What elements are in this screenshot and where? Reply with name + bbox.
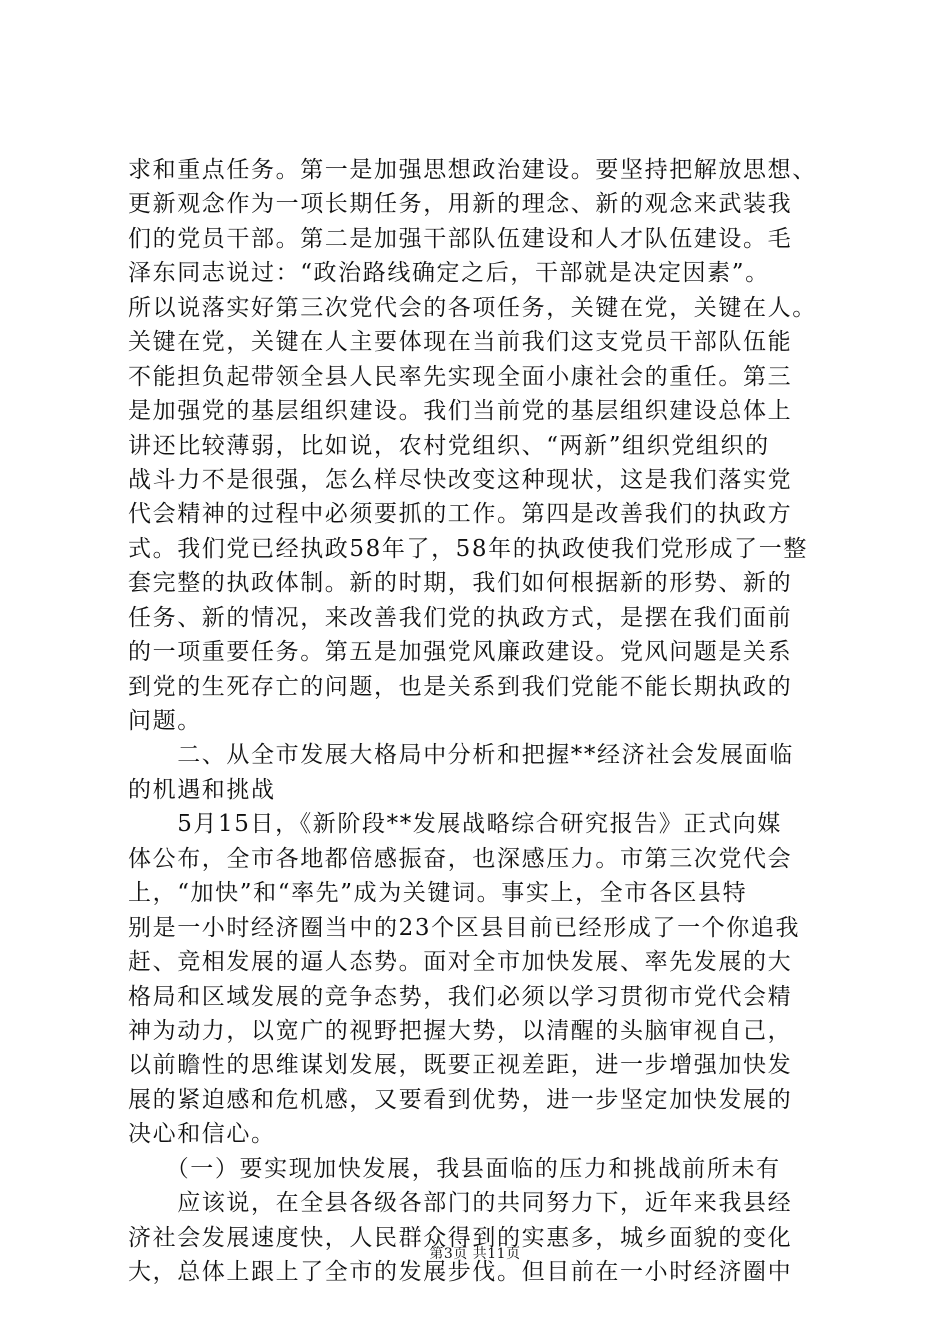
text-line: 应该说，在全县各级各部门的共同努力下，近年来我县经 bbox=[128, 1190, 793, 1217]
text-line: 赶、竞相发展的逼人态势。面对全市加快发展、率先发展的大 bbox=[128, 949, 793, 976]
text-line: 讲还比较薄弱，比如说，农村党组织、“两新”组织党组织的 bbox=[128, 432, 770, 459]
text-line: 体公布，全市各地都倍感振奋，也深感压力。市第三次党代会 bbox=[128, 845, 793, 872]
text-line: 们的党员干部。第二是加强干部队伍建设和人才队伍建设。毛 bbox=[128, 225, 793, 252]
text-line: 关键在党，关键在人主要体现在当前我们这支党员干部队伍能 bbox=[128, 329, 793, 356]
text-line: 神为动力，以宽广的视野把握大势，以清醒的头脑审视自己， bbox=[128, 1017, 793, 1044]
text-line: 展的紧迫感和危机感，又要看到优势，进一步坚定加快发展的 bbox=[128, 1086, 793, 1113]
text-line: 泽东同志说过：“政治路线确定之后，干部就是决定因素”。 bbox=[128, 260, 770, 287]
text-line: 的一项重要任务。第五是加强党风廉政建设。党风问题是关系 bbox=[128, 639, 793, 666]
text-line: 济社会发展速度快，人民群众得到的实惠多，城乡面貌的变化 bbox=[128, 1224, 793, 1251]
text-line: 问题。 bbox=[128, 708, 202, 734]
text-line: 到党的生死存亡的问题，也是关系到我们党能不能长期执政的 bbox=[128, 673, 793, 700]
text-line: 不能担负起带领全县人民率先实现全面小康社会的重任。第三 bbox=[128, 363, 793, 390]
text-line: 所以说落实好第三次党代会的各项任务，关键在党，关键在人。 bbox=[128, 294, 817, 321]
section-heading-line: 二、从全市发展大格局中分析和把握**经济社会发展面临 bbox=[128, 742, 794, 769]
text-line: 上，“加快”和“率先”成为关键词。事实上，全市各区县特 bbox=[128, 880, 748, 907]
text-line: 大，总体上跟上了全市的发展步伐。但目前在一小时经济圈中 bbox=[128, 1259, 793, 1285]
page-number-footer: 第3页 共11页 bbox=[429, 1246, 521, 1262]
text-line: 任务、新的情况，来改善我们党的执政方式，是摆在我们面前 bbox=[128, 604, 793, 631]
text-line: 更新观念作为一项长期任务，用新的理念、新的观念来武装我 bbox=[128, 191, 793, 218]
text-line: 代会精神的过程中必须要抓的工作。第四是改善我们的执政方 bbox=[128, 501, 793, 528]
text-line: 求和重点任务。第一是加强思想政治建设。要坚持把解放思想、 bbox=[128, 157, 817, 183]
text-line: 以前瞻性的思维谋划发展，既要正视差距，进一步增强加快发 bbox=[128, 1052, 793, 1079]
subsection-heading-line: （一）要实现加快发展，我县面临的压力和挑战前所未有 bbox=[128, 1155, 781, 1182]
text-line: 套完整的执政体制。新的时期，我们如何根据新的形势、新的 bbox=[128, 570, 793, 597]
text-line: 格局和区域发展的竞争态势，我们必须以学习贯彻市党代会精 bbox=[128, 983, 793, 1010]
text-line: 是加强党的基层组织建设。我们当前党的基层组织建设总体上 bbox=[128, 398, 793, 425]
text-line: 式。我们党已经执政58年了，58年的执政使我们党形成了一整 bbox=[128, 535, 808, 562]
text-line: 5月15日，《新阶段**发展战略综合研究报告》正式向媒 bbox=[128, 811, 782, 838]
document-body bbox=[128, 153, 848, 1289]
section-heading-line: 的机遇和挑战 bbox=[128, 776, 276, 803]
text-line: 战斗力不是很强，怎么样尽快改变这种现状，这是我们落实党 bbox=[128, 466, 793, 493]
text-line: 决心和信心。 bbox=[128, 1121, 276, 1148]
text-line: 别是一小时经济圈当中的23个区县目前已经形成了一个你追我 bbox=[128, 914, 801, 941]
